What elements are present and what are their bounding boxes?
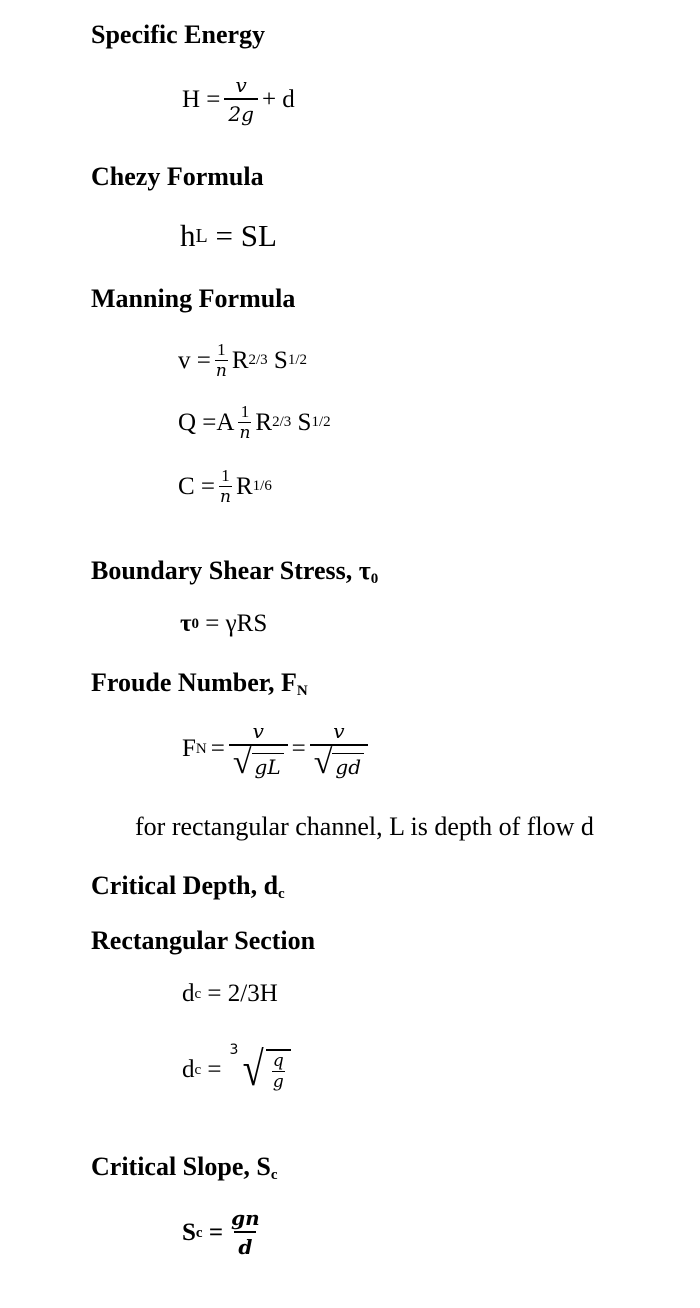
sqrt-icon: √: [232, 744, 252, 781]
formula-manning-q: [178, 402, 331, 443]
tau: τ: [180, 610, 192, 637]
sub: 0: [370, 571, 379, 587]
equals: =: [291, 735, 306, 762]
formula-sc: [182, 1205, 268, 1261]
formula-manning-v: [178, 340, 307, 381]
rhs: = γRS: [199, 610, 268, 637]
s: S: [267, 346, 288, 374]
exp: 1/2: [287, 352, 307, 368]
heading-text: Critical Slope, S: [91, 1152, 271, 1181]
denominator: gL: [252, 753, 284, 780]
equals: =: [210, 735, 225, 762]
froude-note: for rectangular channel, L is depth of flow d: [135, 812, 594, 841]
formula-specific-energy: [182, 72, 295, 128]
sqrt-icon: √: [242, 1043, 264, 1096]
heading-manning: Manning Formula: [91, 284, 296, 313]
cube-root: [229, 1040, 291, 1100]
denominator: n: [239, 423, 251, 443]
r: R: [255, 408, 273, 436]
numerator: q: [272, 1050, 284, 1071]
d: d: [182, 980, 195, 1007]
denominator: 2g: [224, 98, 258, 128]
denominator: n: [215, 361, 227, 381]
denominator: d: [234, 1231, 256, 1261]
heading-boundary-shear: [91, 556, 378, 594]
exp: 2/3: [272, 414, 292, 430]
sqrt: [310, 744, 368, 780]
exp: 2/3: [248, 352, 268, 368]
numerator: gn: [231, 1206, 260, 1230]
sub: L: [195, 224, 208, 247]
equals: =: [201, 1056, 222, 1083]
heading-text: Froude Number, F: [91, 668, 297, 697]
formula-froude: [182, 718, 372, 780]
fraction: [310, 718, 368, 780]
h: h: [180, 218, 196, 253]
fraction: [227, 1205, 264, 1261]
sub: 0: [191, 615, 200, 632]
formula-manning-c: [178, 466, 272, 507]
numerator: 1: [221, 466, 230, 485]
sub: c: [194, 985, 202, 1002]
heading-critical-slope: [91, 1152, 278, 1190]
sqrt: [229, 744, 288, 780]
s: S: [291, 408, 312, 436]
rhs: + d: [261, 86, 295, 113]
lhs: C =: [178, 472, 216, 500]
sub: c: [278, 886, 285, 902]
s: S: [182, 1219, 196, 1246]
numerator: v: [333, 719, 345, 743]
formula-shear: [180, 610, 267, 638]
sqrt-icon: √: [313, 744, 333, 781]
lhs: Q =A: [178, 408, 235, 436]
sub: c: [194, 1061, 202, 1078]
heading-froude: [91, 668, 308, 706]
sub: c: [195, 1224, 203, 1241]
heading-chezy: Chezy Formula: [91, 162, 264, 191]
fraction: [238, 402, 251, 443]
fraction: [215, 340, 228, 381]
heading-text: Boundary Shear Stress, τ: [91, 556, 371, 585]
denominator: gd: [332, 753, 364, 780]
denominator: g: [272, 1071, 284, 1092]
r: R: [235, 472, 253, 500]
numerator: v: [252, 719, 264, 743]
exp: 1/6: [252, 478, 272, 494]
formula-dc-1: [182, 980, 278, 1008]
rhs: = SL: [207, 218, 277, 253]
heading-text: Critical Depth, d: [91, 871, 279, 900]
numerator: 1: [217, 340, 226, 359]
heading-critical-depth: [91, 871, 285, 909]
d: d: [182, 1056, 195, 1083]
heading-specific-energy: Specific Energy: [91, 20, 266, 49]
denominator: n: [220, 487, 231, 507]
fraction: [224, 72, 258, 128]
lhs: H =: [182, 86, 221, 113]
formula-chezy: [180, 218, 277, 254]
root-index: 3: [229, 1042, 239, 1058]
lhs: F: [182, 735, 196, 762]
numerator: v: [235, 73, 247, 97]
equals: =: [202, 1219, 224, 1246]
formula-dc-2: [182, 1040, 291, 1100]
fraction: [272, 1051, 285, 1092]
heading-rectangular-section: Rectangular Section: [91, 926, 316, 955]
exp: 1/2: [311, 414, 331, 430]
sub: N: [195, 740, 207, 757]
sub: N: [296, 683, 308, 699]
rhs: = 2/3H: [201, 980, 278, 1007]
sub: c: [270, 1167, 278, 1183]
lhs: v =: [178, 346, 211, 374]
r: R: [231, 346, 249, 374]
fraction: [229, 718, 288, 780]
numerator: 1: [240, 402, 250, 421]
fraction: [219, 466, 232, 507]
